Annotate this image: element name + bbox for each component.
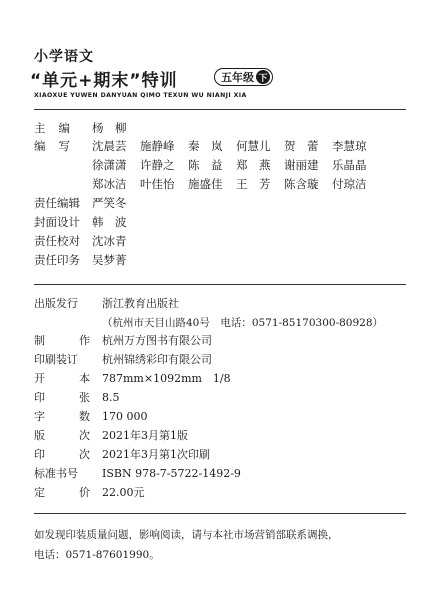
printing-value: 杭州锦绣彩印有限公司 [102, 353, 212, 366]
writer-name: 陈 益 [188, 158, 223, 172]
publisher-label: 出版发行 [34, 297, 78, 310]
writer-name: 李慧琼 [332, 139, 367, 153]
quality-notice-line-1: 如发现印装质量问题，影响阅读，请与本社市场营销部联系调换， [34, 529, 339, 541]
writers-row-2 [34, 155, 380, 175]
chief-editor-row [34, 118, 127, 138]
writers-names [92, 138, 380, 154]
responsible-editor-name: 严笑冬 [92, 196, 127, 210]
chief-editor-label: 主 编 [34, 121, 70, 135]
printing-row [34, 350, 212, 368]
writers-names [92, 157, 380, 173]
grade-text: 五年级 [221, 71, 254, 84]
price-label: 定 价 [34, 486, 90, 499]
divider-top [34, 109, 406, 110]
production-value: 杭州万方图书有限公司 [102, 334, 212, 347]
title-pinyin: XIAOXUE YUWEN DANYUAN QIMO TEXUN WU NIANJI XIA [34, 92, 247, 99]
writers-label: 编 写 [34, 139, 70, 153]
publisher-address: （杭州市天目山路40号 电话：0571-85170300-80928） [102, 317, 384, 329]
format-value: 787mm×1092mm 1/8 [102, 372, 231, 385]
book-title: “单元+期末”特训 [30, 71, 178, 91]
writer-name: 付琼洁 [332, 177, 367, 191]
writer-name: 贺 蕾 [284, 139, 319, 153]
divider-bottom [34, 513, 406, 514]
publisher-row [34, 294, 179, 312]
volume-circle: 下 [256, 70, 270, 84]
production-label: 制 作 [34, 334, 90, 347]
responsible-editor-row [34, 193, 127, 213]
series-name: 小学语文 [34, 49, 94, 65]
edition-value: 2021年3月第1版 [102, 429, 188, 442]
words-value: 170 000 [102, 409, 148, 423]
grade-pill [214, 68, 273, 86]
sheets-value: 8.5 [102, 390, 120, 404]
quality-notice-line-2: 电话：0571-87601990。 [34, 549, 160, 561]
printing-label: 印刷装订 [34, 353, 78, 366]
proofreader-label: 责任校对 [34, 234, 80, 248]
price-row [34, 483, 145, 501]
writers-row-1 [34, 136, 380, 156]
writer-name: 徐潇潇 [92, 158, 127, 172]
impression-value: 2021年3月第1次印刷 [102, 448, 210, 461]
divider-middle [34, 284, 406, 285]
isbn-row [34, 464, 241, 482]
writer-name: 郑冰洁 [92, 177, 127, 191]
writers-row-3 [34, 174, 380, 194]
writer-name: 郑 燕 [236, 158, 271, 172]
impression-label: 印 次 [34, 448, 90, 461]
writer-name: 乐晶晶 [332, 158, 367, 172]
cover-design-name: 韩 波 [92, 215, 127, 229]
writer-name: 陈含璇 [284, 177, 319, 191]
price-value: 22.00元 [102, 486, 145, 499]
writers-names [92, 176, 380, 192]
writer-name: 叶佳怡 [140, 177, 175, 191]
responsible-editor-label: 责任编辑 [34, 196, 80, 210]
proofreader-name: 沈冰青 [92, 234, 127, 248]
sheets-row [34, 388, 120, 406]
format-label: 开 本 [34, 372, 90, 385]
writer-name: 王 芳 [236, 177, 271, 191]
cover-design-label: 封面设计 [34, 215, 80, 229]
isbn-value: ISBN 978-7-5722-1492-9 [102, 466, 241, 480]
chief-editor-name: 杨 柳 [92, 121, 127, 135]
edition-label: 版 次 [34, 429, 90, 442]
writer-name: 沈晨芸 [92, 139, 127, 153]
writer-name: 许静之 [140, 158, 175, 172]
words-label: 字 数 [34, 410, 90, 423]
writer-name: 施盛佳 [188, 177, 223, 191]
edition-row [34, 426, 188, 444]
sheets-label: 印 张 [34, 391, 90, 404]
print-supervisor-label: 责任印务 [34, 253, 80, 267]
writer-name: 谢丽建 [284, 158, 319, 172]
writer-name: 何慧儿 [236, 139, 271, 153]
proofreader-row [34, 231, 127, 251]
words-row [34, 407, 148, 425]
production-row [34, 331, 212, 349]
grade-badge [214, 68, 274, 86]
writer-name: 施静峰 [140, 139, 175, 153]
print-supervisor-name: 吴梦菁 [92, 253, 127, 267]
isbn-label: 标准书号 [34, 467, 78, 480]
cover-design-row [34, 212, 127, 232]
impression-row [34, 445, 210, 463]
writer-name: 秦 岚 [188, 139, 223, 153]
publisher-name: 浙江教育出版社 [102, 297, 179, 310]
print-supervisor-row [34, 250, 127, 270]
format-row [34, 369, 231, 387]
